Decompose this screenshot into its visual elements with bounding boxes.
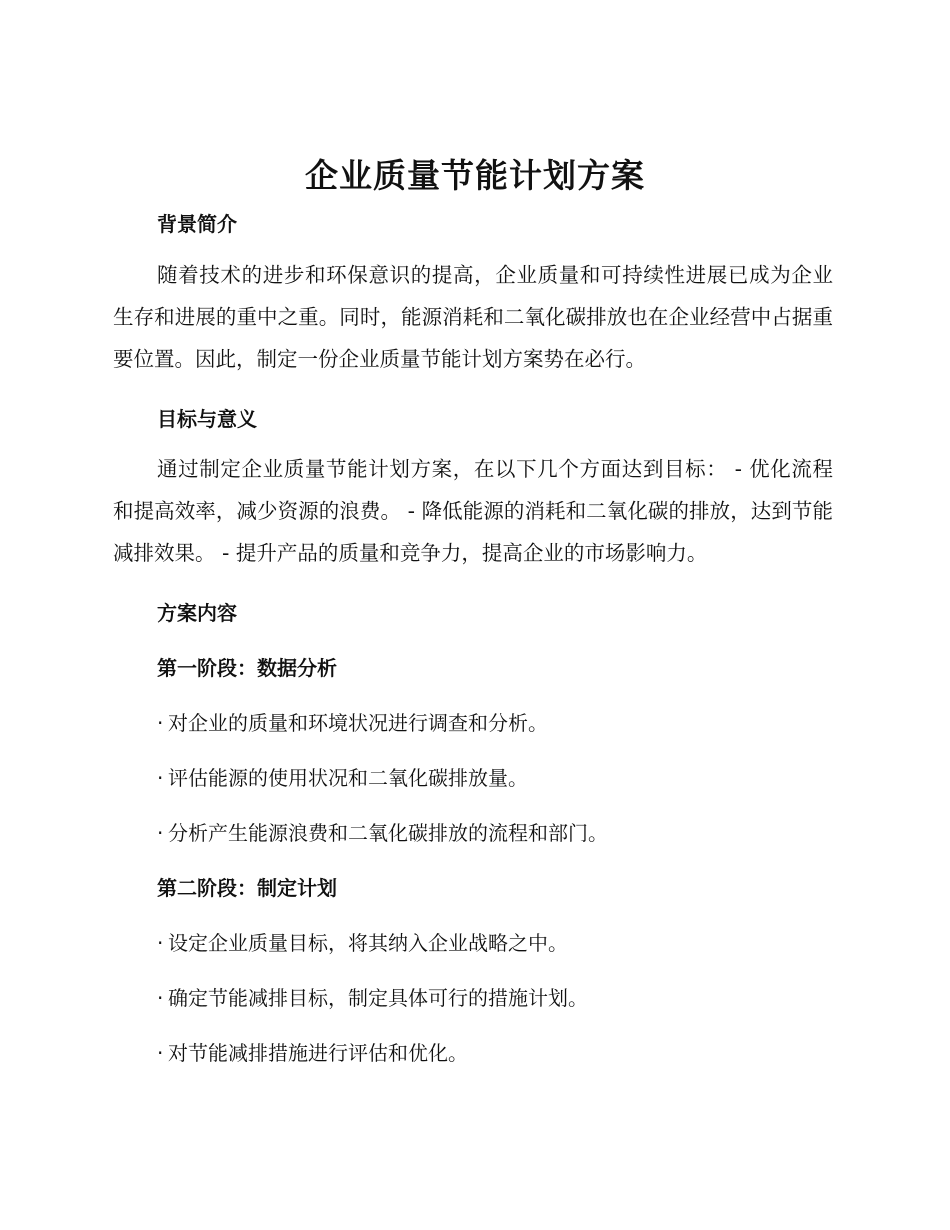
list-item	[157, 817, 608, 846]
list-item	[157, 707, 548, 736]
list-item-text: 分析产生能源浪费和二氧化碳排放的流程和部门。	[168, 821, 608, 845]
section-heading-content: 方案内容	[157, 601, 237, 625]
list-item	[157, 762, 528, 791]
list-item-text: 确定节能减排目标，制定具体可行的措施计划。	[168, 986, 588, 1010]
bullet-icon: ·	[157, 1041, 164, 1065]
paragraph-goals: 通过制定企业质量节能计划方案，在以下几个方面达到目标： - 优化流程和提高效率，减少资源的浪费。 - 降低能源的消耗和二氧化碳的排放，达到节能减排效果。 - 提升产品的质量和竞争力，提高企业的市场影响力。	[113, 457, 833, 565]
paragraph-background: 随着技术的进步和环保意识的提高，企业质量和可持续性进展已成为企业生存和进展的重中之重。同时，能源消耗和二氧化碳排放也在企业经营中占据重要位置。因此，制定一份企业质量节能计划方案势在必行。	[113, 263, 833, 371]
bullet-icon: ·	[157, 986, 164, 1010]
section-heading-background: 背景简介	[157, 212, 237, 236]
list-item	[157, 1037, 468, 1066]
document-title: 企业质量节能计划方案	[305, 156, 645, 195]
bullet-icon: ·	[157, 931, 164, 955]
section-heading-phase2: 第二阶段：制定计划	[157, 876, 337, 900]
list-item	[157, 927, 568, 956]
section-heading-phase1: 第一阶段：数据分析	[157, 656, 337, 680]
list-item	[157, 982, 588, 1011]
bullet-icon: ·	[157, 766, 164, 790]
list-item-text: 对企业的质量和环境状况进行调查和分析。	[168, 711, 548, 735]
bullet-icon: ·	[157, 711, 164, 735]
list-item-text: 对节能减排措施进行评估和优化。	[168, 1041, 468, 1065]
bullet-icon: ·	[157, 821, 164, 845]
list-item-text: 评估能源的使用状况和二氧化碳排放量。	[168, 766, 528, 790]
section-heading-goals: 目标与意义	[157, 407, 257, 431]
list-item-text: 设定企业质量目标，将其纳入企业战略之中。	[168, 931, 568, 955]
